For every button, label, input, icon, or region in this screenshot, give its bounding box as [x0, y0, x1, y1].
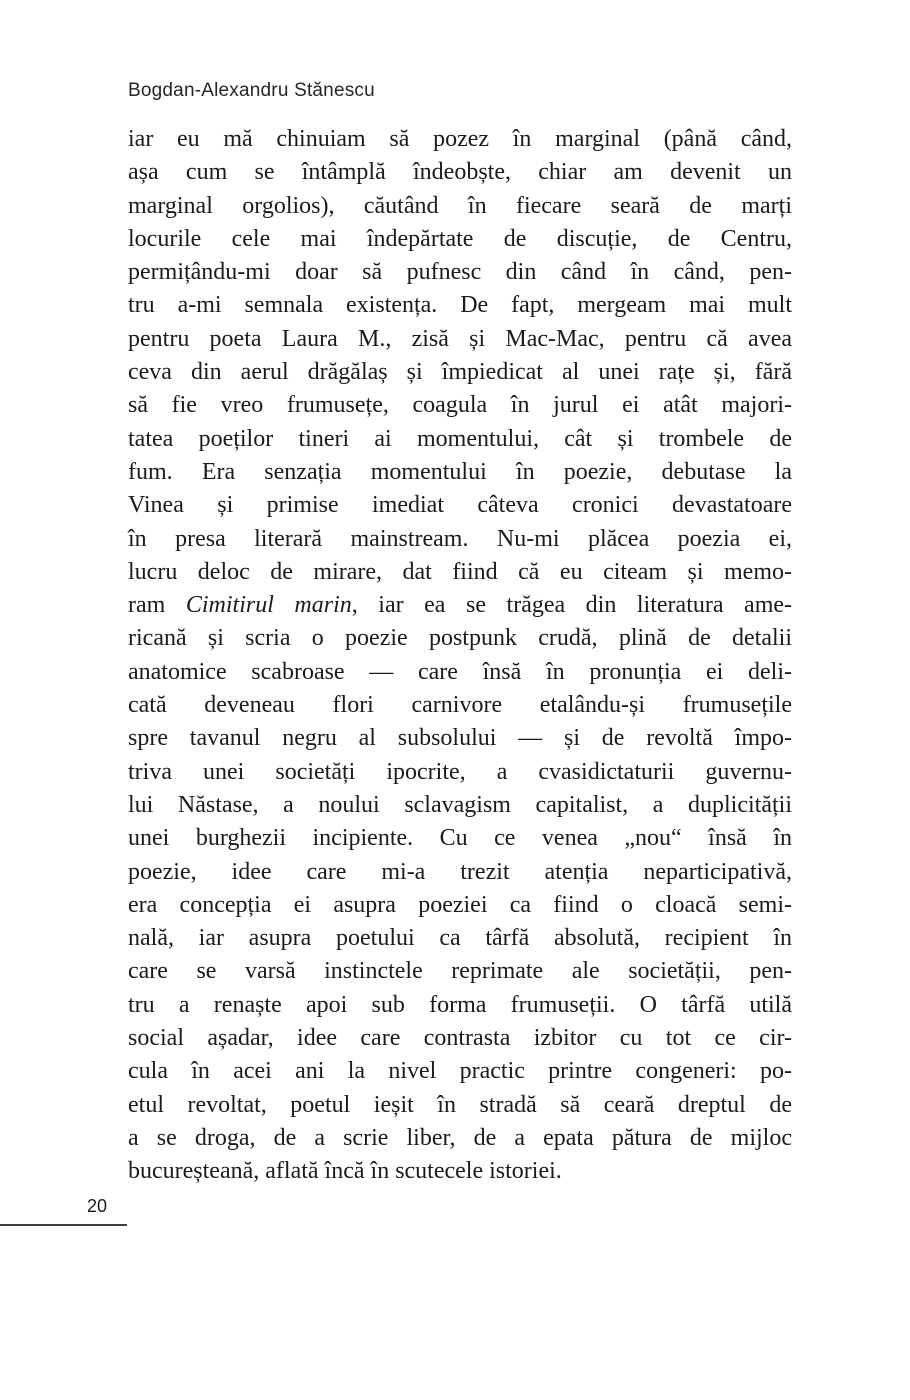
text-line [128, 922, 792, 955]
text-line [128, 789, 792, 822]
text-segment: locurile cele mai îndepărtate de discuție, de Centru, [128, 225, 792, 252]
text-line [128, 523, 792, 556]
text-segment: în presa literară mainstream. Nu-mi plăcea poezia ei, [128, 525, 792, 552]
running-header-author: Bogdan-Alexandru Stănescu [128, 80, 375, 101]
text-segment: nală, iar asupra poetului ca târfă absolută, recipient în [128, 925, 792, 952]
italic-text-segment: Cimitirul marin [185, 592, 352, 619]
text-line [128, 889, 792, 922]
text-line [128, 656, 792, 689]
text-line [128, 556, 792, 589]
text-line [128, 1089, 792, 1122]
text-segment: să fie vreo frumusețe, coagula în jurul ei atât majori- [128, 392, 792, 419]
text-segment: etul revoltat, poetul ieșit în stradă să ceară dreptul de [128, 1091, 792, 1118]
text-line [128, 856, 792, 889]
text-line [128, 489, 792, 522]
text-segment: unei burghezii incipiente. Cu ce venea „nou“ însă în [128, 825, 792, 852]
text-segment: Vinea și primise imediat câteva cronici devastatoare [128, 492, 792, 519]
text-line [128, 289, 792, 322]
text-segment: spre tavanul negru al subsolului — și de revoltă împo- [128, 725, 792, 752]
text-line [128, 822, 792, 855]
text-segment: permițându-mi doar să pufnesc din când în când, pen- [128, 259, 792, 286]
text-segment: anatomice scabroase — care însă în pronunția ei deli- [128, 658, 792, 685]
text-line [128, 722, 792, 755]
text-segment: tatea poeților tineri ai momentului, cât și trombele de [128, 425, 792, 452]
text-line [128, 756, 792, 789]
text-segment: era concepția ei asupra poeziei ca fiind o cloacă semi- [128, 891, 792, 918]
text-segment: , iar ea se trăgea din literatura ame- [351, 592, 793, 619]
text-line [128, 955, 792, 988]
text-line [128, 589, 792, 622]
text-line [128, 323, 792, 356]
text-line [128, 1155, 792, 1188]
text-line [128, 456, 792, 489]
text-line [128, 1055, 792, 1088]
footer-rule [0, 1224, 127, 1226]
text-segment: pentru poeta Laura M., zisă și Mac-Mac, pentru că avea [128, 325, 792, 352]
text-line [128, 356, 792, 389]
text-segment: ricană și scria o poezie postpunk crudă, plină de detalii [128, 625, 792, 652]
text-segment: tru a-mi semnala existența. De fapt, mergeam mai mult [128, 292, 792, 319]
text-segment: care se varsă instinctele reprimate ale societății, pen- [128, 958, 792, 985]
text-line [128, 123, 792, 156]
text-segment: cată deveneau flori carnivore etalându-și frumusețile [128, 692, 792, 719]
text-line [128, 256, 792, 289]
text-line [128, 1022, 792, 1055]
text-line [128, 190, 792, 223]
text-segment: lui Năstase, a noului sclavagism capitalist, a duplicității [128, 791, 792, 818]
text-segment: ram [128, 592, 186, 619]
text-segment: cula în acei ani la nivel practic printre congeneri: po- [128, 1058, 792, 1085]
page-text [128, 123, 792, 1189]
text-segment: poezie, idee care mi-a trezit atenția neparticipativă, [128, 858, 792, 885]
text-line [128, 622, 792, 655]
text-segment: așa cum se întâmplă îndeobște, chiar am devenit un [128, 159, 792, 186]
text-segment: triva unei societăți ipocrite, a cvasidictaturii guvernu- [128, 758, 792, 785]
text-segment: marginal orgolios), căutând în fiecare seară de marți [128, 192, 792, 219]
text-line [128, 223, 792, 256]
text-line [128, 989, 792, 1022]
text-segment: bucureșteană, aflată încă în scutecele istoriei. [128, 1158, 562, 1185]
text-segment: fum. Era senzația momentului în poezie, debutase la [128, 458, 792, 485]
text-line [128, 689, 792, 722]
text-line [128, 156, 792, 189]
text-line [128, 423, 792, 456]
text-segment: tru a renaște apoi sub forma frumuseții. O târfă utilă [128, 991, 792, 1018]
text-segment: social așadar, idee care contrasta izbitor cu tot ce cir- [128, 1025, 792, 1052]
text-segment: iar eu mă chinuiam să pozez în marginal (până când, [128, 126, 792, 152]
text-segment: lucru deloc de mirare, dat fiind că eu citeam și memo- [128, 558, 792, 585]
page-number: 20 [87, 1196, 108, 1216]
text-line [128, 389, 792, 422]
text-segment: ceva din aerul drăgălaș și împiedicat al unei rațe și, fără [128, 359, 792, 386]
text-line [128, 1122, 792, 1155]
text-segment: a se droga, de a scrie liber, de a epata pătura de mijloc [128, 1124, 792, 1151]
